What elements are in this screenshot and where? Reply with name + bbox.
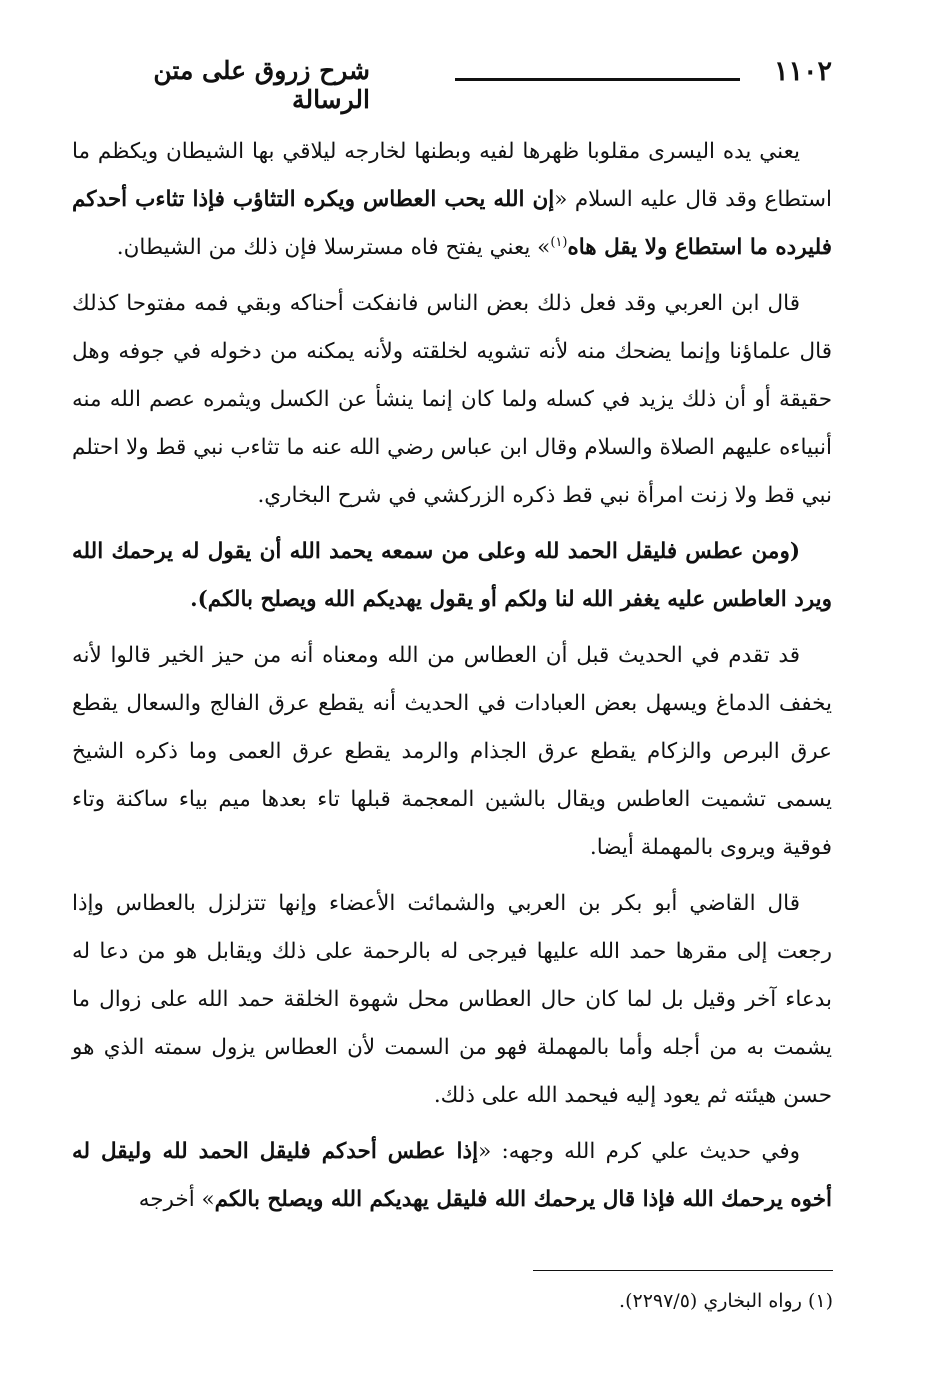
hadith-quote: إن الله يحب العطاس ويكره التثاؤب فإذا تثاءب أحدكم فليرده ما استطاع ولا يقل هاه	[72, 187, 832, 260]
running-title: شرح زروق على متن الرسالة	[153, 56, 370, 114]
paragraph-6	[72, 1128, 832, 1224]
matn-text: (ومن عطس فليقل الحمد لله وعلى من سمعه يحمد الله أن يقول له يرحمك الله ويرد العاطس عليه يغفر الله لنا ولكم أو يقول يهديكم الله ويصلح بالكم).	[72, 539, 832, 612]
footnote-marker: (١)	[550, 234, 568, 250]
paragraph-text: قد تقدم في الحديث قبل أن العطاس من الله ومعناه أنه من حيز الخير قالوا لأنه يخفف الدماغ ويسهل بعض العبادات في الحديث أنه يقطع عرق الفالج والسعال يقطع عرق البرص والزكام يقطع عرق الجذام والرمد يقطع عرق العمى وما ذكره الشيخ يسمى تشميت العاطس ويقال بالشين المعجمة قبلها تاء بعدها ميم بياء ساكنة وتاء فوقية ويروى بالمهملة أيضا.	[72, 643, 832, 860]
header-rule	[455, 78, 740, 81]
paragraph-3-matn	[72, 528, 832, 624]
paragraph-5	[72, 880, 832, 1120]
hadith-quote: إذا عطس أحدكم فليقل الحمد لله وليقل له أخوه يرحمك الله فإذا قال يرحمك الله فليقل يهديكم الله ويصلح بالكم	[72, 1139, 832, 1212]
page-header	[70, 56, 832, 114]
paragraph-1	[72, 128, 832, 272]
paragraph-4	[72, 632, 832, 872]
paragraph-text: وفي حديث علي كرم الله وجهه: «	[478, 1139, 800, 1164]
paragraph-text: يعني يده اليسرى مقلوبا ظهرها لفيه وبطنها لخارجه ليلاقي بها الشيطان ويكظم ما استطاع وقد قال عليه السلام «	[72, 139, 832, 212]
paragraph-text: قال ابن العربي وقد فعل ذلك بعض الناس فانفكت أحناكه وبقي فمه مفتوحا كذلك قال علماؤنا وإنما يضحك منه لأنه تشويه لخلقته ولأنه يمكنه من دخوله في جوفه وهل حقيقة أو أن ذلك يزيد في كسله ولما كان إنما ينشأ عن الكسل ويثمره عصم الله منه أنبياءه عليهم الصلاة والسلام وقال ابن عباس رضي الله عنه ما تثاءب نبي قط ولا احتلم نبي قط ولا زنت امرأة نبي قط ذكره الزركشي في شرح البخاري.	[72, 291, 832, 508]
page-number: ١١٠٢	[773, 56, 832, 87]
paragraph-text: » أخرجه	[138, 1187, 215, 1212]
footnote-rule	[533, 1270, 833, 1271]
paragraph-text: قال القاضي أبو بكر بن العربي والشمائت الأعضاء وإنها تتزلزل بالعطاس وإذا رجعت إلى مقرها حمد الله عليها فيرجى له بالرحمة على ذلك ويقابل هو من دعا له بدعاء آخر وقيل بل لما كان حال العطاس محل شهوة الخلقة حمد الله على زوال ما يشمت به من أجله وأما بالمهملة فهو من السمت لأن العطاس يزول سمته الذي هو حسن هيئته ثم يعود إليه فيحمد الله على ذلك.	[72, 891, 832, 1108]
main-text	[72, 128, 832, 1232]
paragraph-text: » يعني يفتح فاه مسترسلا فإن ذلك من الشيطان.	[116, 235, 551, 260]
paragraph-2	[72, 280, 832, 520]
footnote: (١) رواه البخاري (٢٢٩٧/٥).	[619, 1290, 833, 1312]
